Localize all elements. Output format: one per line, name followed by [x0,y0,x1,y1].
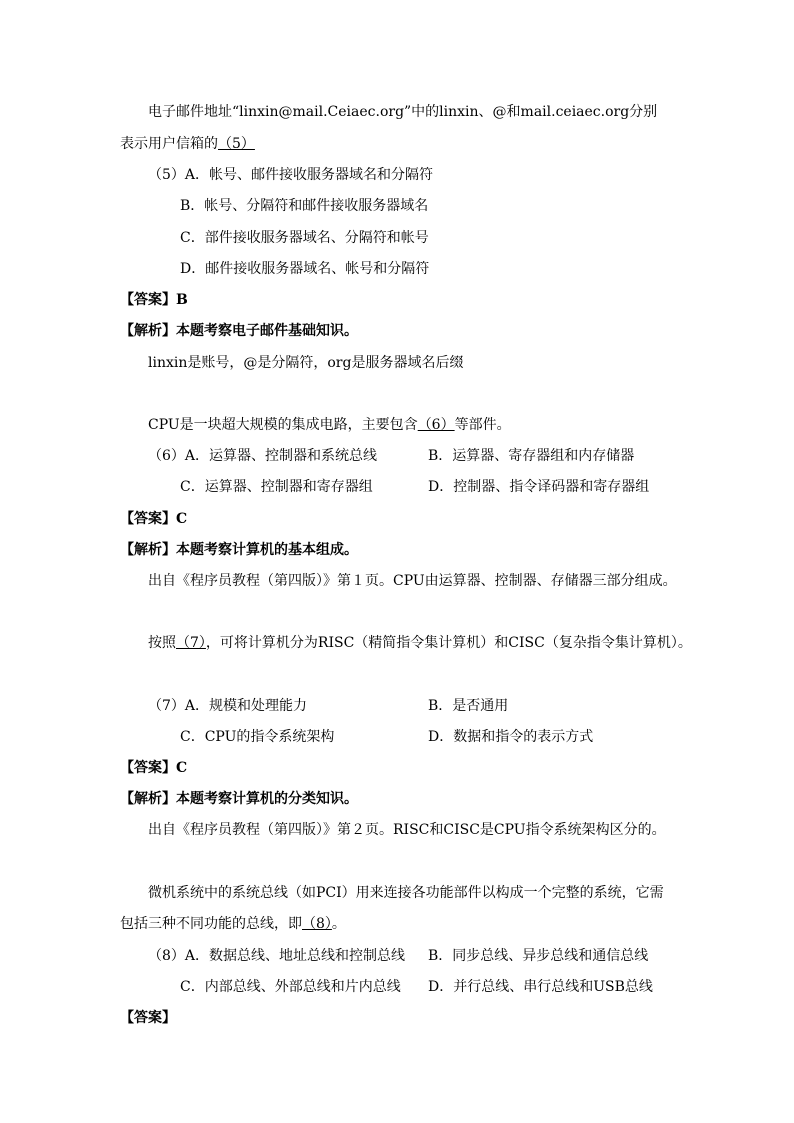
q6-analysis-title: 本题考察计算机的基本组成。 [176,542,358,558]
q5-stem-text: 电子邮件地址“linxin@mail.Ceiaec.org”中的linxin、@和mail.ceiaec.org分别 [148,104,658,120]
q6-analysis-label: 【解析】 [120,542,176,558]
q6-analysis [120,540,358,560]
q7-analysis-label: 【解析】 [120,791,176,807]
q5-option-d: D．邮件接收服务器域名、帐号和分隔符 [180,261,430,277]
q6-answer-label: 【答案】 [120,511,176,527]
q8-blank: （8） [302,916,332,932]
q8-option-b: B．同步总线、异步总线和通信总线 [428,948,649,964]
q6-option-a: （6）A．运算器、控制器和系统总线 [148,448,378,464]
q5-answer-value: B [176,292,188,308]
q8-stem-text-b: 。 [331,916,346,932]
q8-answer-label: 【答案】 [120,1010,176,1026]
q7-analysis-title: 本题考察计算机的分类知识。 [176,791,358,807]
q7-stem-text-a: 按照 [148,635,176,651]
q5-analysis-text: linxin是账号，@是分隔符，org是服务器域名后缀 [148,355,464,371]
q7-option-a: （7）A．规模和处理能力 [148,698,308,714]
q7-analysis-text: 出自《程序员教程（第四版）》第２页。RISC和CISC是CPU指令系统架构区分的。 [148,822,666,838]
q6-analysis-text: 出自《程序员教程（第四版）》第１页。CPU由运算器、控制器、存储器三部分组成。 [148,573,677,589]
q6-blank: （6） [417,417,455,433]
q7-analysis [120,789,358,809]
q8-stem-line-2 [120,914,346,934]
q6-answer [120,509,187,529]
q6-option-b: B．运算器、寄存器组和内存储器 [428,448,635,464]
q6-stem-text-b: 等部件。 [454,417,511,433]
q7-answer-value: C [176,760,188,776]
q5-option-b: B．帐号、分隔符和邮件接收服务器域名 [180,198,429,214]
q5-answer [120,290,188,310]
q5-stem-line-2 [120,134,255,154]
q6-answer-value: C [176,511,188,527]
q5-option-c: C．部件接收服务器域名、分隔符和帐号 [180,230,429,246]
q5-analysis-title: 本题考察电子邮件基础知识。 [176,323,358,339]
q8-answer [120,1008,176,1028]
q7-option-d: D．数据和指令的表示方式 [428,729,594,745]
q7-answer-label: 【答案】 [120,760,176,776]
q7-option-b: B．是否通用 [428,698,509,714]
q5-stem-text-2: 表示用户信箱的 [120,136,218,152]
q6-stem-text-a: CPU是一块超大规模的集成电路，主要包含 [148,417,418,433]
q8-option-a: （8）A．数据总线、地址总线和控制总线 [148,948,406,964]
q8-option-c: C．内部总线、外部总线和片内总线 [180,979,401,995]
q6-option-c: C．运算器、控制器和寄存器组 [180,479,373,495]
q7-blank: （7） [176,635,206,651]
q8-option-d: D．并行总线、串行总线和USB总线 [428,979,653,995]
q5-answer-label: 【答案】 [120,292,176,308]
q7-stem-line [148,633,692,653]
q8-stem-text-a: 包括三种不同功能的总线，即 [120,916,302,932]
q5-stem-line-1 [148,102,657,122]
q5-blank: （5） [218,136,255,152]
q6-stem-line [148,415,511,435]
q6-option-d: D．控制器、指令译码器和寄存器组 [428,479,650,495]
q5-option-a: （5）A．帐号、邮件接收服务器域名和分隔符 [148,167,434,183]
q5-analysis-label: 【解析】 [120,323,176,339]
q7-stem-text-b: ，可将计算机分为RISC（精简指令集计算机）和CISC（复杂指令集计算机）。 [205,635,692,651]
q7-answer [120,758,187,778]
q5-analysis [120,321,358,341]
q7-option-c: C．CPU的指令系统架构 [180,729,335,745]
q8-stem-line-1: 微机系统中的系统总线（如PCI）用来连接各功能部件以构成一个完整的系统，它需 [148,885,664,901]
